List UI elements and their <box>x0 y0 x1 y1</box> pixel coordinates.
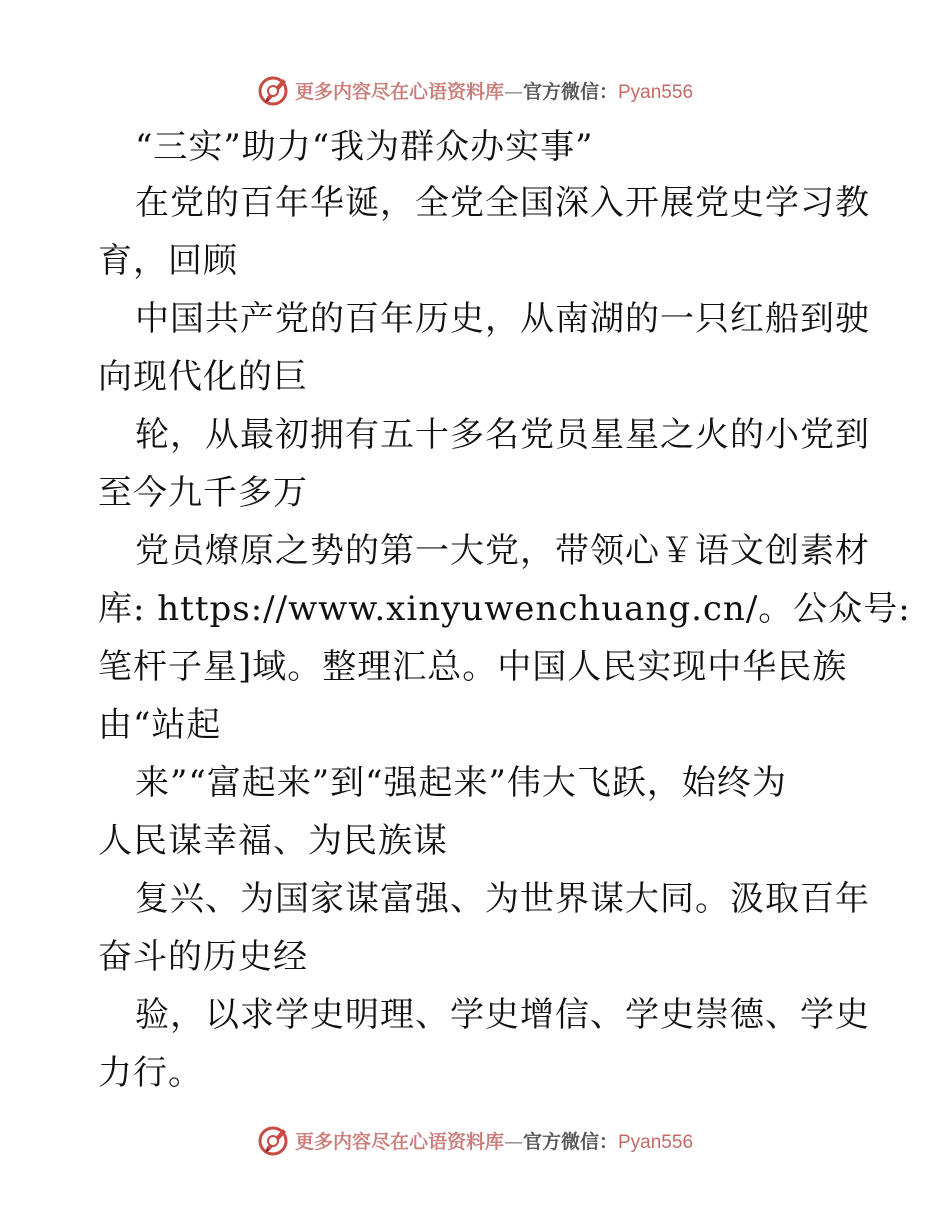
paragraph-line: 来”“富起来”到“强起来”伟大飞跃，始终为 <box>135 763 787 803</box>
header-banner <box>0 70 950 110</box>
paragraph-line: 在党的百年华诞，全党全国深入开展党史学习教 <box>135 183 870 223</box>
paragraph-line: 由“站起 <box>98 705 222 745</box>
quill-logo-icon <box>257 73 291 107</box>
paragraph-line: 轮，从最初拥有五十多名党员星星之火的小党到 <box>135 415 870 455</box>
paragraph-line: 中国共产党的百年历史，从南湖的一只红船到驶 <box>135 299 870 339</box>
paragraph-line: 至今九千多万 <box>98 473 308 513</box>
paragraph-line: 人民谋幸福、为民族谋 <box>98 821 448 861</box>
footer-banner <box>0 1120 950 1160</box>
banner-dash: — <box>503 1130 523 1153</box>
document-body <box>98 120 911 1102</box>
paragraph-line: 验，以求学史明理、学史增信、学史崇德、学史 <box>135 995 870 1035</box>
banner-official-label: 官方微信： <box>522 1130 618 1153</box>
paragraph-line: 党员燎原之势的第一大党，带领心￥语文创素材 <box>135 531 870 571</box>
paragraph-line: 育，回顾 <box>98 241 238 281</box>
banner-official-label: 官方微信： <box>522 80 618 103</box>
paragraph-line: 奋斗的历史经 <box>98 937 308 977</box>
banner-wechat-id: Pyan556 <box>618 81 694 103</box>
banner-text: 更多内容尽在心语资料库 <box>294 1130 504 1153</box>
paragraph-line: 复兴、为国家谋富强、为世界谋大同。汲取百年 <box>135 879 870 919</box>
paragraph-line: 笔杆子星]域。整理汇总。中国人民实现中华民族 <box>98 647 848 687</box>
paragraph-line: 向现代化的巨 <box>98 357 308 397</box>
banner-text: 更多内容尽在心语资料库 <box>294 80 504 103</box>
banner-wechat-id: Pyan556 <box>618 1131 694 1153</box>
document-title: “三实”助力“我为群众办实事” <box>135 127 594 167</box>
banner-dash: — <box>503 80 523 103</box>
paragraph-line: 力行。 <box>98 1053 203 1093</box>
quill-logo-icon <box>257 1123 291 1157</box>
paragraph-line: 库: https://www.xinyuwenchuang.cn/。公众号: <box>98 589 911 629</box>
